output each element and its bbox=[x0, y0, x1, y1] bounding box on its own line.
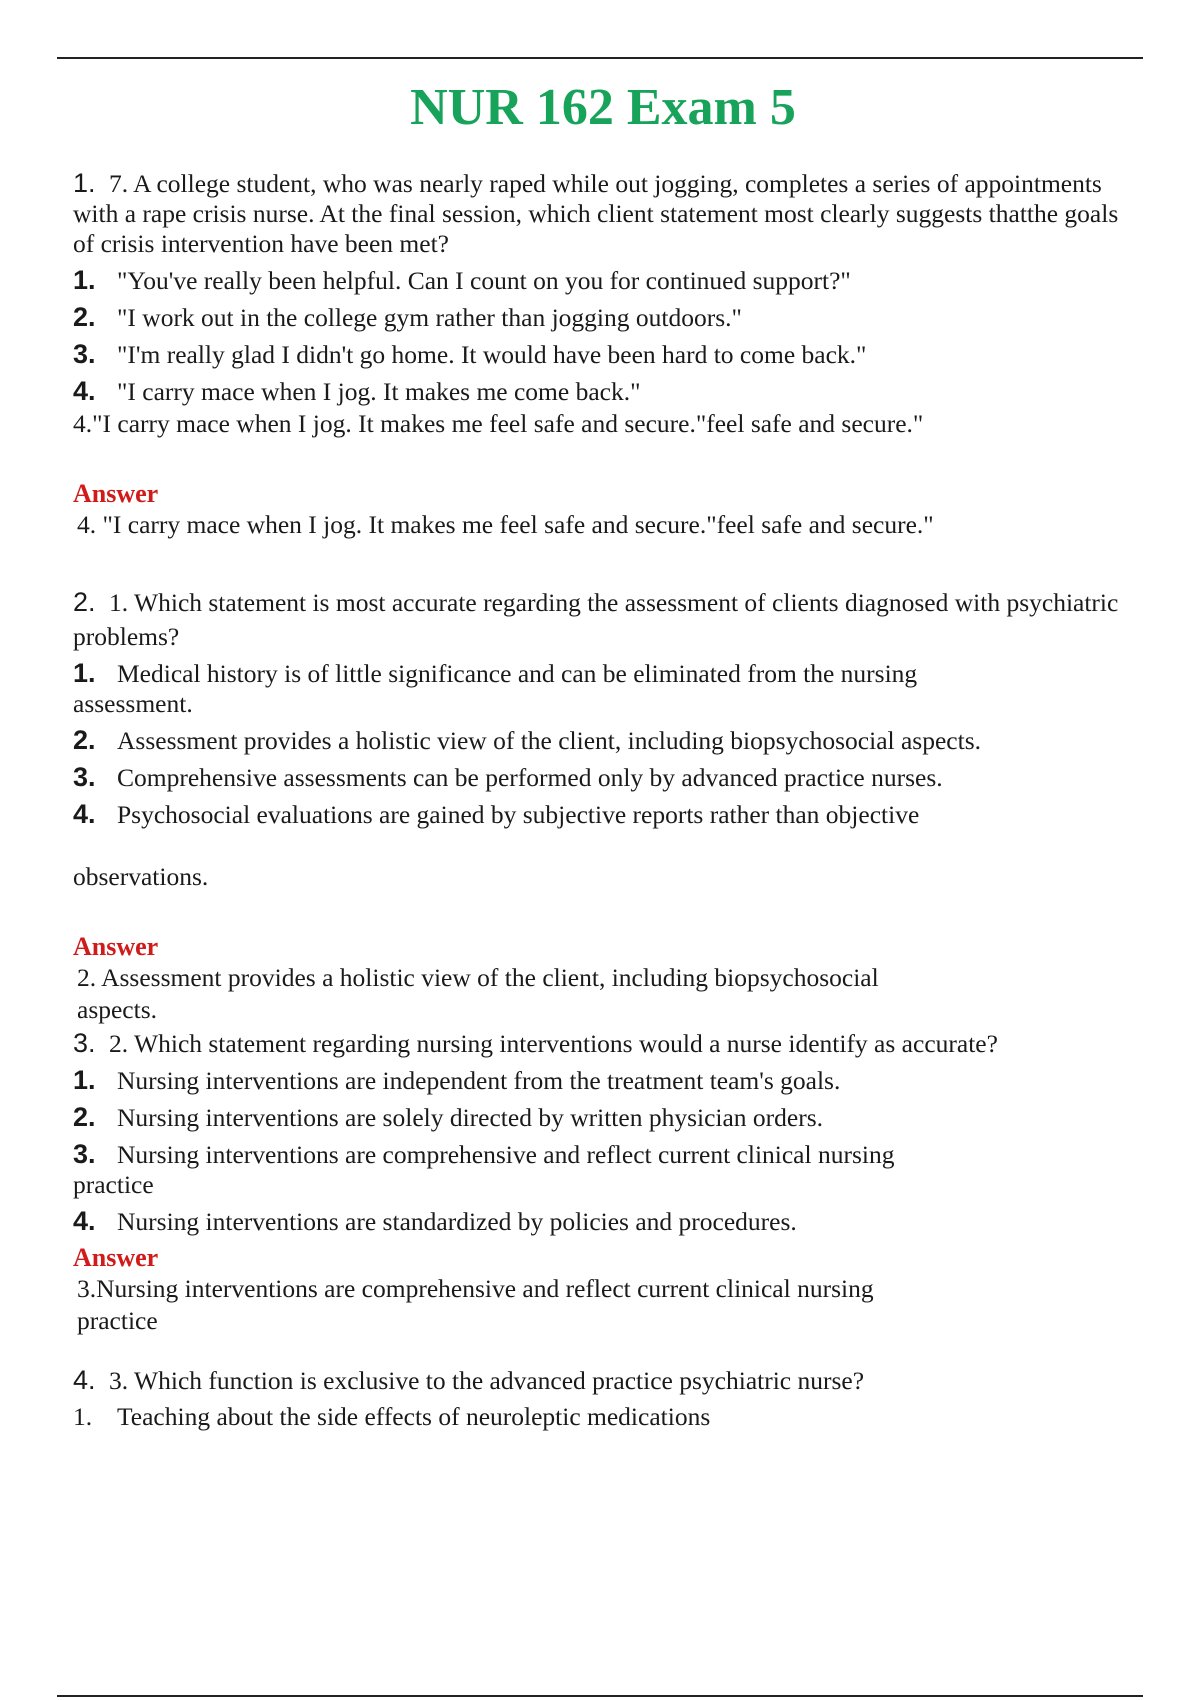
option-number: 2. bbox=[73, 302, 96, 332]
question-2-option-2 bbox=[73, 725, 1133, 756]
question-4-option-1 bbox=[73, 1402, 1133, 1432]
option-number: 1. bbox=[73, 1402, 93, 1431]
option-text: Nursing interventions are standardized by policies and procedures. bbox=[117, 1207, 797, 1236]
question-1-option-2 bbox=[73, 302, 1133, 333]
question-1-answer: 4. "I carry mace when I jog. It makes me feel safe and secure."feel safe and secure." bbox=[77, 510, 934, 539]
answer-label: Answer bbox=[73, 479, 159, 508]
page-title: NUR 162 Exam 5 bbox=[410, 79, 796, 136]
question-3-option-2 bbox=[73, 1102, 1133, 1133]
option-number: 2. bbox=[73, 725, 96, 755]
question-1-number: 1. bbox=[73, 168, 96, 198]
option-number: 1. bbox=[73, 1065, 96, 1095]
answer-label: Answer bbox=[73, 1243, 159, 1272]
question-2-option-1 bbox=[73, 658, 1003, 719]
question-3 bbox=[73, 1028, 1133, 1337]
question-4-number: 4. bbox=[73, 1365, 96, 1395]
option-text: Teaching about the side effects of neuroleptic medications bbox=[117, 1402, 711, 1431]
question-2-stem bbox=[73, 587, 1133, 618]
question-1-option-1 bbox=[73, 265, 1133, 296]
question-3-text: 2. Which statement regarding nursing interventions would a nurse identify as accurate? bbox=[109, 1029, 998, 1058]
top-rule bbox=[57, 57, 1143, 59]
option-text: "I carry mace when I jog. It makes me come back." bbox=[117, 377, 641, 406]
option-text: "I'm really glad I didn't go home. It would have been hard to come back." bbox=[117, 340, 867, 369]
question-1-stem bbox=[73, 168, 1133, 259]
option-number: 1. bbox=[73, 265, 96, 295]
question-1-option-3 bbox=[73, 339, 1133, 370]
option-text: Nursing interventions are comprehensive and reflect current clinical nursing practice bbox=[73, 1140, 895, 1199]
option-number: 4. bbox=[73, 376, 96, 406]
option-text: Medical history is of little significance and can be eliminated from the nursing assessment. bbox=[73, 659, 918, 718]
question-2-number: 2. bbox=[73, 587, 96, 617]
question-3-number: 3. bbox=[73, 1028, 96, 1058]
question-2-text-line2: problems? bbox=[73, 622, 180, 651]
option-text: Nursing interventions are solely directed by written physician orders. bbox=[117, 1103, 824, 1132]
option-number: 4. bbox=[73, 799, 96, 829]
answer-label: Answer bbox=[73, 932, 159, 961]
document-page bbox=[73, 76, 1133, 1432]
option-number: 3. bbox=[73, 1139, 96, 1169]
question-3-stem bbox=[73, 1028, 1133, 1059]
question-3-option-3 bbox=[73, 1139, 973, 1200]
question-1-extra: 4."I carry mace when I jog. It makes me feel safe and secure."feel safe and secure." bbox=[73, 409, 924, 438]
question-2-option-3 bbox=[73, 762, 1133, 793]
option-number: 3. bbox=[73, 762, 96, 792]
option-text: "I work out in the college gym rather than jogging outdoors." bbox=[117, 303, 742, 332]
question-1 bbox=[73, 168, 1133, 541]
option-text: Comprehensive assessments can be performed only by advanced practice nurses. bbox=[117, 763, 943, 792]
question-3-option-1 bbox=[73, 1065, 1133, 1096]
question-1-option-4 bbox=[73, 376, 1133, 407]
question-2-option-4 bbox=[73, 799, 1133, 830]
question-1-text: 7. A college student, who was nearly raped while out jogging, completes a series of appointments with a rape crisis nurse. At the final session, which client statement most clearly suggests thatthe goals of crisis intervention have been met? bbox=[73, 169, 1119, 258]
question-2-answer: 2. Assessment provides a holistic view of the client, including biopsychosocial aspects. bbox=[77, 963, 879, 1024]
option-text: "You've really been helpful. Can I count on you for continued support?" bbox=[117, 266, 851, 295]
option-text: Assessment provides a holistic view of the client, including biopsychosocial aspects. bbox=[117, 726, 981, 755]
question-2 bbox=[73, 587, 1133, 1026]
question-2-extra: observations. bbox=[73, 862, 209, 891]
bottom-rule bbox=[57, 1695, 1143, 1697]
question-3-answer: 3.Nursing interventions are comprehensive and reflect current clinical nursing practice bbox=[77, 1274, 874, 1335]
question-4-text: 3. Which function is exclusive to the advanced practice psychiatric nurse? bbox=[109, 1366, 865, 1395]
question-4 bbox=[73, 1365, 1133, 1432]
question-2-text-line1: 1. Which statement is most accurate regarding the assessment of clients diagnosed with psychiatric bbox=[109, 588, 1119, 617]
option-number: 3. bbox=[73, 339, 96, 369]
question-3-option-4 bbox=[73, 1206, 1133, 1237]
option-number: 2. bbox=[73, 1102, 96, 1132]
option-text: Psychosocial evaluations are gained by subjective reports rather than objective bbox=[117, 800, 920, 829]
option-text: Nursing interventions are independent from the treatment team's goals. bbox=[117, 1066, 841, 1095]
question-4-stem bbox=[73, 1365, 1133, 1396]
option-number: 1. bbox=[73, 658, 96, 688]
option-number: 4. bbox=[73, 1206, 96, 1236]
